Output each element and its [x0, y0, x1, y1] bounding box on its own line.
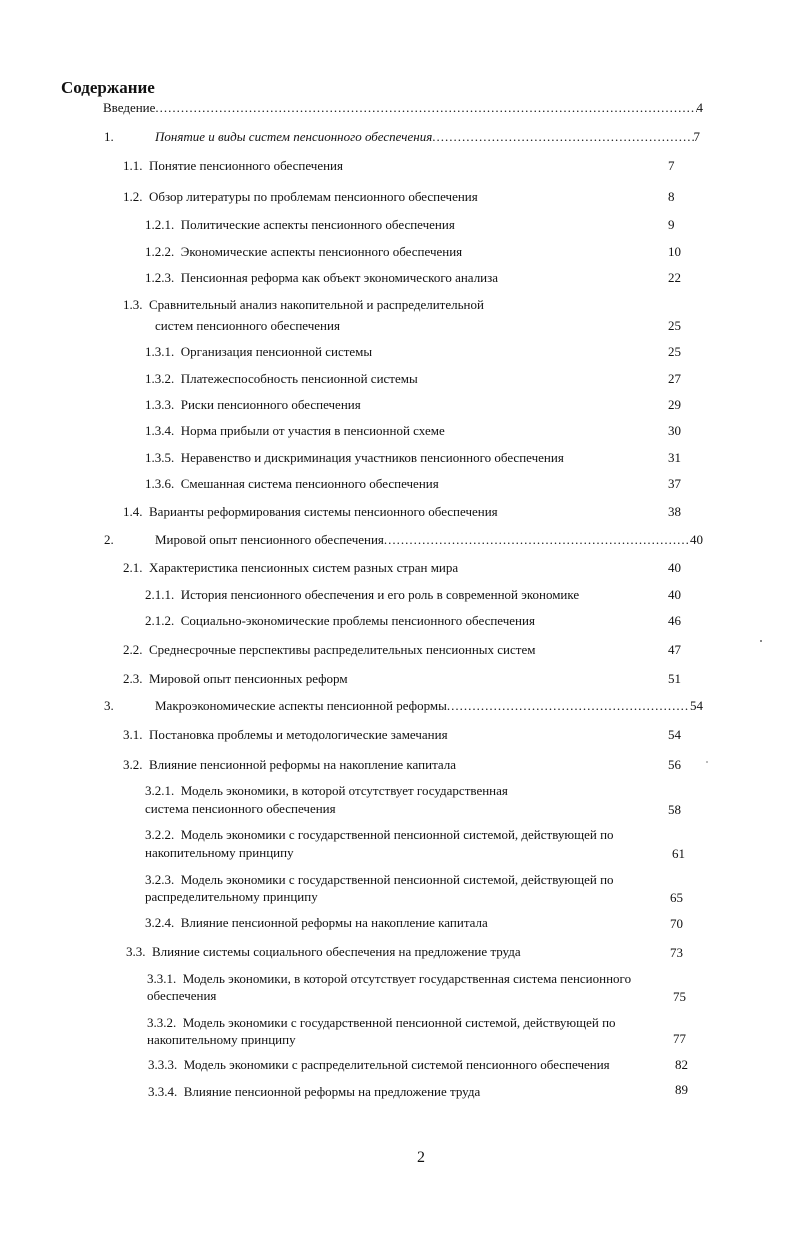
toc-chapter-title: Мировой опыт пенсионного обеспечения	[155, 532, 384, 547]
toc-entry-page: 22	[668, 270, 681, 285]
toc-entry-page: 27	[668, 371, 681, 386]
toc-entry-page: 25	[668, 344, 681, 359]
toc-entry: 1.3.1. Организация пенсионной системы	[145, 344, 373, 359]
toc-entry-cont: систем пенсионного обеспечения	[155, 318, 340, 333]
toc-chapter-page: 54	[690, 698, 703, 713]
toc-entry-page: 7	[668, 158, 675, 173]
toc-entry: 1.3.6. Смешанная система пенсионного обеспечения	[145, 476, 439, 491]
toc-entry: 2.1. Характеристика пенсионных систем разных стран мира	[123, 560, 459, 575]
toc-entry-page: 47	[668, 642, 681, 657]
toc-entry-page: 73	[670, 945, 683, 960]
toc-entry-page: 75	[673, 989, 686, 1004]
toc-entry: 1.3.4. Норма прибыли от участия в пенсионной схеме	[145, 423, 445, 438]
toc-entry-page: 31	[668, 450, 681, 465]
toc-entry-page: 77	[673, 1031, 686, 1046]
page-number: 2	[417, 1149, 425, 1166]
toc-entry: 3.2.3. Модель экономики с государственной пенсионной системой, действующей по	[145, 872, 614, 887]
toc-entry: 1.2.3. Пенсионная реформа как объект экономического анализа	[145, 270, 499, 285]
toc-entry-page: 8	[668, 189, 675, 204]
toc-leader	[447, 697, 690, 714]
toc-entry: 1.3.2. Платежеспособность пенсионной системы	[145, 371, 418, 386]
toc-entry-page: 37	[668, 476, 681, 491]
toc-entry-cont: накопительному принципу	[145, 845, 294, 860]
toc-entry: 1.3. Сравнительный анализ накопительной и распределительной	[123, 297, 484, 312]
toc-entry-page: 40	[668, 587, 681, 602]
toc-entry-page: 51	[668, 671, 681, 686]
toc-chapter-num: 1.	[104, 129, 114, 144]
toc-leader	[155, 99, 696, 116]
toc-chapter-page: 7	[693, 129, 700, 144]
toc-entry-page: 56	[668, 757, 681, 772]
toc-entry-cont: накопительному принципу	[147, 1032, 296, 1047]
toc-entry-page: 40	[668, 560, 681, 575]
toc-entry: 3.3.1. Модель экономики, в которой отсутствует государственная система пенсионного	[147, 971, 632, 986]
toc-entry-page: 29	[668, 397, 681, 412]
toc-chapter-title: Понятие и виды систем пенсионного обеспечения	[155, 129, 433, 144]
toc-entry: 1.1. Понятие пенсионного обеспечения	[123, 158, 343, 173]
toc-entry: 3.3. Влияние системы социального обеспечения на предложение труда	[126, 944, 521, 959]
scan-speck	[706, 761, 708, 763]
toc-chapter-title: Макроэкономические аспекты пенсионной реформы	[155, 698, 447, 713]
toc-intro-page: 4	[696, 100, 703, 115]
toc-entry: 1.4. Варианты реформирования системы пенсионного обеспечения	[123, 504, 498, 519]
toc-entry: 2.2. Среднесрочные перспективы распределительных пенсионных систем	[123, 642, 536, 657]
toc-entry-page: 61	[672, 846, 685, 861]
toc-entry: 1.3.5. Неравенство и дискриминация участников пенсионного обеспечения	[145, 450, 564, 465]
toc-entry-page: 46	[668, 613, 681, 628]
toc-chapter-page: 40	[690, 532, 703, 547]
toc-entry: 2.1.2. Социально-экономические проблемы пенсионного обеспечения	[145, 613, 535, 628]
toc-entry-page: 82	[675, 1057, 688, 1072]
toc-entry: 3.2.2. Модель экономики с государственной пенсионной системой, действующей по	[145, 827, 614, 842]
toc-leader	[432, 128, 693, 145]
toc-entry-page: 30	[668, 423, 681, 438]
toc-entry: 2.1.1. История пенсионного обеспечения и его роль в современной экономике	[145, 587, 580, 602]
toc-entry-page: 25	[668, 318, 681, 333]
toc-entry: 3.2. Влияние пенсионной реформы на накопление капитала	[123, 757, 457, 772]
toc-intro	[103, 99, 703, 116]
toc-entry-cont: обеспечения	[147, 988, 217, 1003]
toc-chapter-num: 2.	[104, 532, 114, 547]
toc-entry-page: 70	[670, 916, 683, 931]
toc-entry: 3.3.2. Модель экономики с государственной пенсионной системой, действующей по	[147, 1015, 616, 1030]
toc-entry: 3.3.3. Модель экономики с распределительной системой пенсионного обеспечения	[148, 1057, 610, 1072]
toc-leader	[384, 531, 690, 548]
toc-entry: 1.2.1. Политические аспекты пенсионного обеспечения	[145, 217, 455, 232]
toc-entry: 3.2.4. Влияние пенсионной реформы на накопление капитала	[145, 915, 488, 930]
toc-entry: 1.3.3. Риски пенсионного обеспечения	[145, 397, 361, 412]
toc-entry: 2.3. Мировой опыт пенсионных реформ	[123, 671, 348, 686]
toc-entry-page: 54	[668, 727, 681, 742]
toc-title: Содержание	[61, 78, 155, 97]
toc-entry: 3.1. Постановка проблемы и методологические замечания	[123, 727, 448, 742]
toc-entry-page: 38	[668, 504, 681, 519]
toc-entry-cont: распределительному принципу	[145, 889, 318, 904]
toc-chapter	[155, 697, 703, 714]
toc-entry-page: 10	[668, 244, 681, 259]
toc-entry: 3.3.4. Влияние пенсионной реформы на предложение труда	[148, 1084, 481, 1099]
toc-chapter-num: 3.	[104, 698, 114, 713]
toc-entry-page: 89	[675, 1082, 688, 1097]
toc-entry-cont: система пенсионного обеспечения	[145, 801, 336, 816]
toc-intro-text: Введение	[103, 100, 156, 115]
toc-entry-page: 58	[668, 802, 681, 817]
toc-entry-page: 65	[670, 890, 683, 905]
toc-entry: 1.2.2. Экономические аспекты пенсионного обеспечения	[145, 244, 463, 259]
toc-entry: 1.2. Обзор литературы по проблемам пенсионного обеспечения	[123, 189, 478, 204]
toc-chapter	[155, 128, 700, 145]
toc-chapter	[155, 531, 703, 548]
scan-speck	[760, 640, 762, 642]
toc-entry: 3.2.1. Модель экономики, в которой отсутствует государственная	[145, 783, 508, 798]
toc-entry-page: 9	[668, 217, 675, 232]
